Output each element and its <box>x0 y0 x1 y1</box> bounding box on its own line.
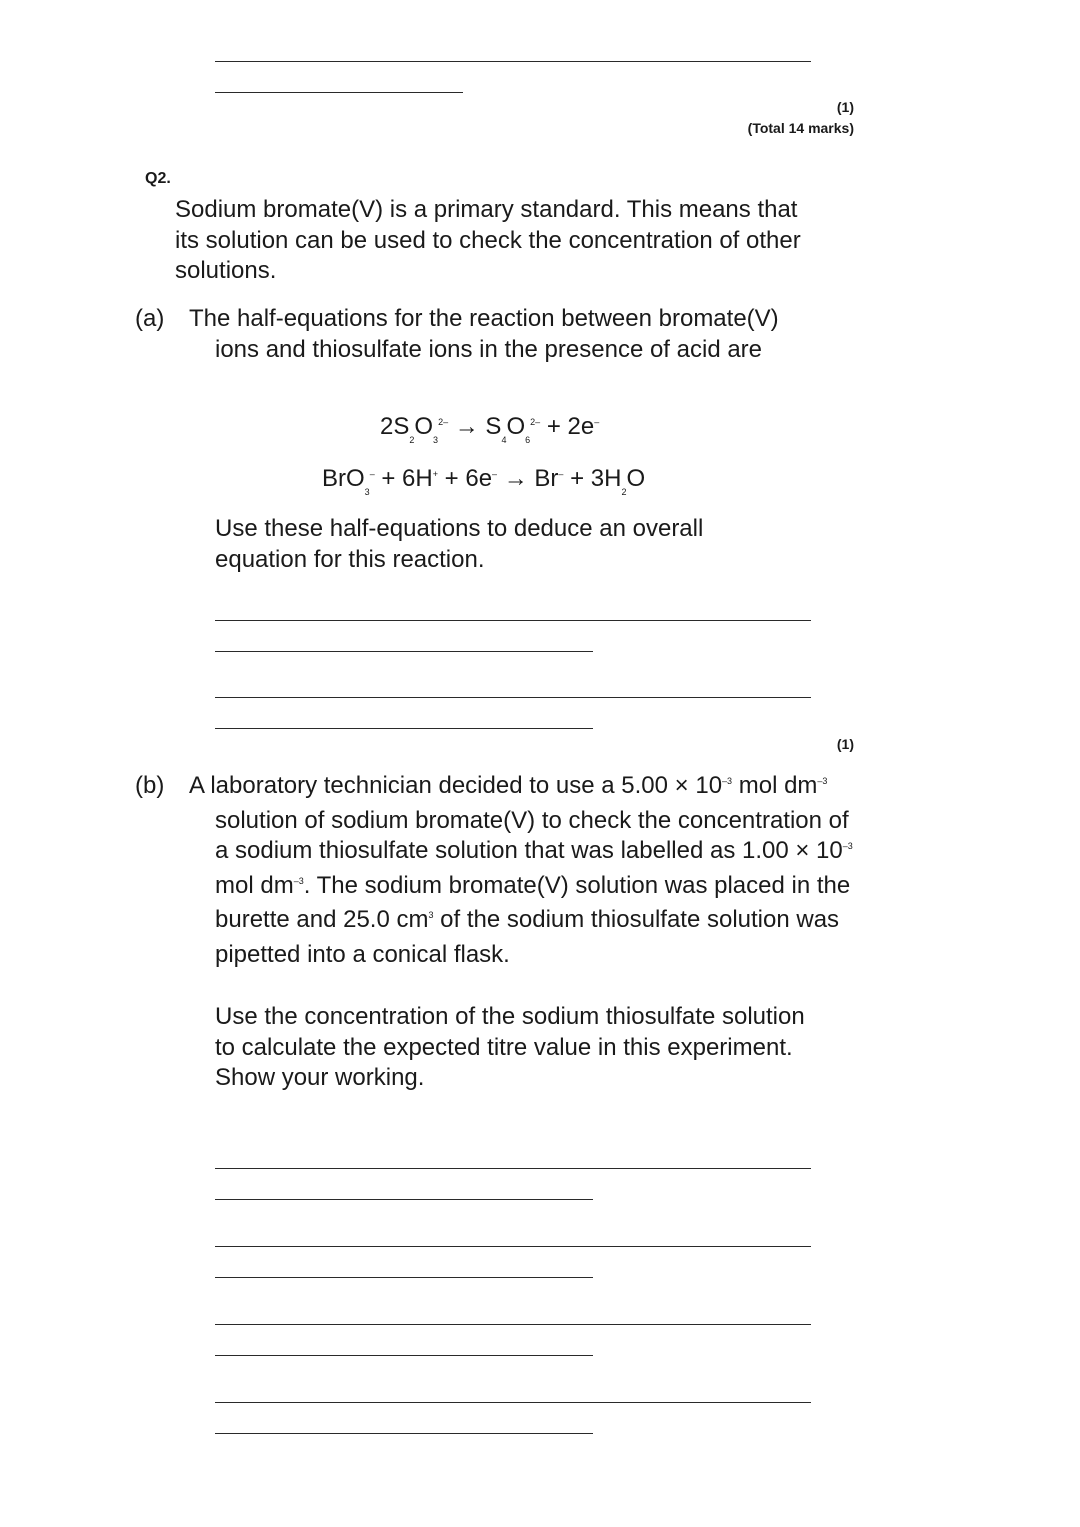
total-marks: (Total 14 marks) <box>747 120 854 136</box>
answer-line[interactable] <box>215 1355 593 1356</box>
answer-line[interactable] <box>215 1277 593 1278</box>
answer-line[interactable] <box>215 697 811 698</box>
part-b-instruction-text: Use the concentration of the sodium thiosulfate solution to calculate the expected titre value in this experiment. <box>215 1003 805 1061</box>
part-b-show-working: Show your working. <box>215 1064 425 1091</box>
question-number: Q2. <box>145 170 171 187</box>
answer-line[interactable] <box>215 1246 811 1247</box>
answer-line[interactable] <box>215 61 811 62</box>
previous-mark: (1) <box>836 99 854 115</box>
answer-line[interactable] <box>215 1199 593 1200</box>
answer-line[interactable] <box>215 1168 811 1169</box>
answer-line[interactable] <box>215 92 463 93</box>
part-a-instruction: Use these half-equations to deduce an overall equation for this reaction. <box>215 515 704 573</box>
answer-line[interactable] <box>215 728 593 729</box>
answer-line[interactable] <box>215 620 811 621</box>
part-a-mark: (1) <box>836 736 854 752</box>
part-b-text: (b) A laboratory technician decided to use a $5.00 \times 10^{-3}$ mol $dm^{-3}$ solution of sodium bromate(V) to check the concentration of a sodium thiosulfate solution that was labelled as $1.00 \times 10^{-3}$ mol $dm^{-3}$. The sodium bromate(V) solution was placed in the burette and 25.0 $cm^3$ of the sodium thiosulfate solution was pipetted into a conical flask. <box>135 772 853 968</box>
answer-line[interactable] <box>215 1402 811 1403</box>
answer-line[interactable] <box>215 1433 593 1434</box>
part-b-instruction <box>215 1002 815 1094</box>
question-intro: Sodium bromate(V) is a primary standard. This means that its solution can be used to check the concentration of other solutions. <box>175 196 801 284</box>
half-equation-bromate: $BrO_3^- + 6H^+ + 6e^- \to Br^- + 3H_2O$ <box>322 465 646 497</box>
answer-line[interactable] <box>215 1324 811 1325</box>
part-a-body: The half-equations for the reaction between bromate(V) ions and thiosulfate ions in the presence of acid are <box>189 305 779 363</box>
half-equation-thiosulfate: $2S_2O_3^{2-} \to S_4O_6^{2-} + 2e^-$ <box>380 413 600 445</box>
answer-line[interactable] <box>215 651 593 652</box>
part-a-text: (a) The half-equations for the reaction between bromate(V) ions and thiosulfate ions in the presence of acid are <box>135 305 779 363</box>
